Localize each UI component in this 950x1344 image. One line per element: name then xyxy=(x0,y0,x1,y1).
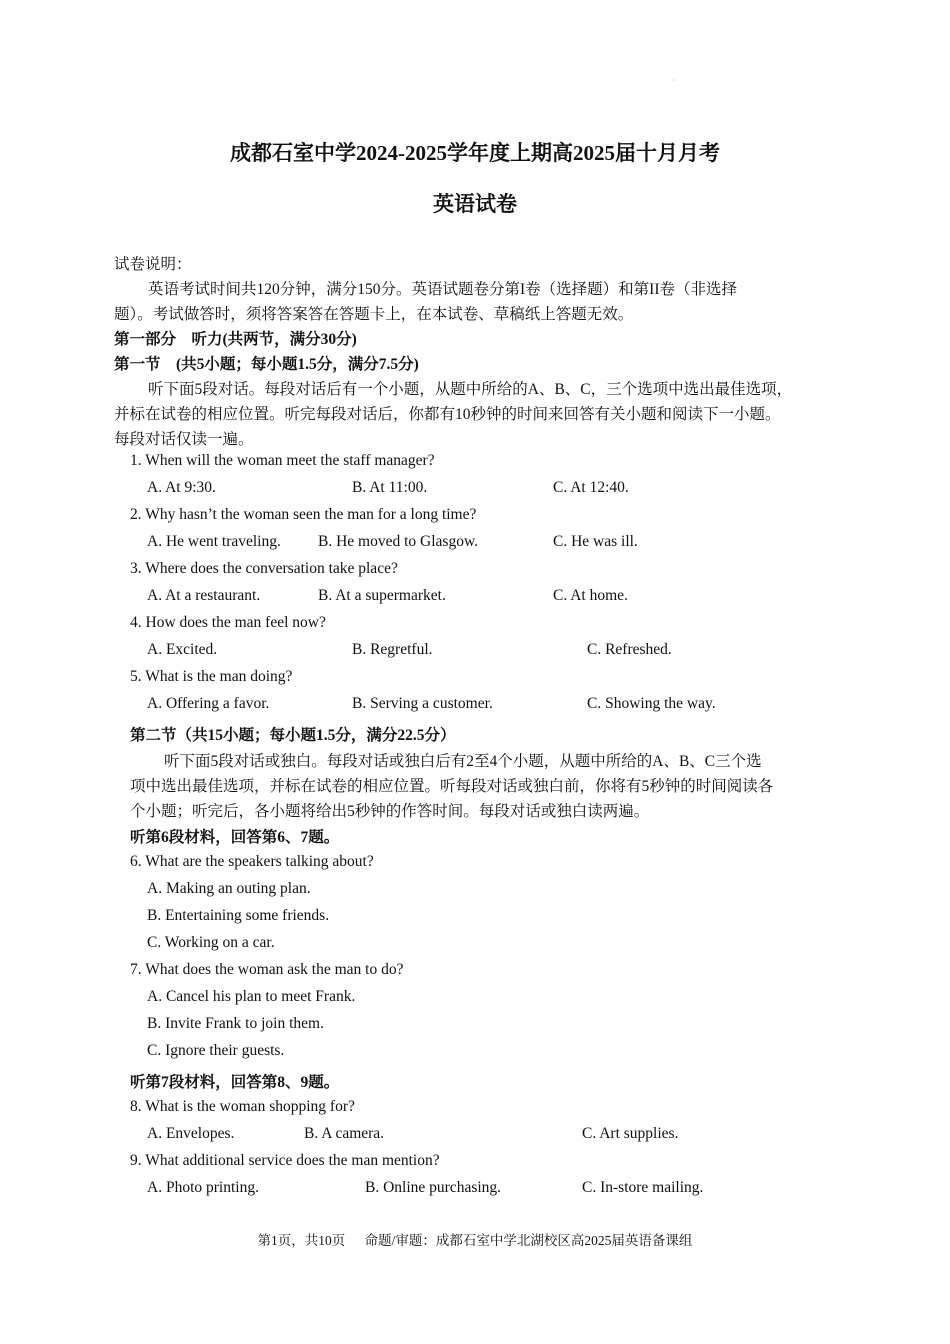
q8-option-a: A. Envelopes. xyxy=(147,1125,235,1142)
q9-option-c: C. In-store mailing. xyxy=(582,1179,704,1196)
section2-instruction-line: 项中选出最佳选项，并标在试卷的相应位置。听每段对话或独白前，你将有5秒钟的时间阅读各 xyxy=(130,778,774,795)
q5-option-a: A. Offering a favor. xyxy=(147,695,270,712)
q2-option-c: C. He was ill. xyxy=(553,533,638,550)
material-6-heading: 听第6段材料，回答第6、7题。 xyxy=(130,829,340,846)
q6-option-b: B. Entertaining some friends. xyxy=(147,907,330,924)
section1-instruction-line: 每段对话仅读一遍。 xyxy=(114,431,254,448)
question-3: 3. Where does the conversation take place? xyxy=(130,560,398,577)
question-9: 9. What additional service does the man mention? xyxy=(130,1152,440,1169)
q5-option-b: B. Serving a customer. xyxy=(352,695,493,712)
section2-instruction-line: 听下面5段对话或独白。每段对话或独白后有2至4个小题，从题中所给的A、B、C三个选 xyxy=(164,753,762,770)
q7-option-a: A. Cancel his plan to meet Frank. xyxy=(147,988,356,1005)
exam-subtitle: 英语试卷 xyxy=(433,192,517,216)
q9-option-a: A. Photo printing. xyxy=(147,1179,259,1196)
part1-heading: 第一部分 听力(共两节，满分30分) xyxy=(114,331,357,348)
material-7-heading: 听第7段材料，回答第8、9题。 xyxy=(130,1074,340,1091)
page-footer xyxy=(0,1229,950,1249)
exam-title: 成都石室中学2024-2025学年度上期高2025届十月月考 xyxy=(230,141,720,165)
q2-option-a: A. He went traveling. xyxy=(147,533,281,550)
q1-option-c: C. At 12:40. xyxy=(553,479,629,496)
q3-option-b: B. At a supermarket. xyxy=(318,587,446,604)
q6-option-c: C. Working on a car. xyxy=(147,934,275,951)
author-credit: 命题/审题：成都石室中学北湖校区高2025届英语备课组 xyxy=(364,1233,693,1248)
q8-option-c: C. Art supplies. xyxy=(582,1125,679,1142)
section1-heading: 第一节 (共5小题；每小题1.5分，满分7.5分) xyxy=(114,356,419,373)
question-8: 8. What is the woman shopping for? xyxy=(130,1098,355,1115)
section2-instruction-line: 个小题；听完后，各小题将给出5秒钟的作答时间。每段对话或独白读两遍。 xyxy=(130,803,650,820)
question-2: 2. Why hasn’t the woman seen the man for a long time? xyxy=(130,506,477,523)
question-1: 1. When will the woman meet the staff manager? xyxy=(130,452,435,469)
q1-option-b: B. At 11:00. xyxy=(352,479,428,496)
q2-option-b: B. He moved to Glasgow. xyxy=(318,533,479,550)
page-mark: · xyxy=(672,76,675,85)
q4-option-b: B. Regretful. xyxy=(352,641,433,658)
q1-option-a: A. At 9:30. xyxy=(147,479,216,496)
intro-line-2: 题）。考试做答时，须将答案答在答题卡上，在本试卷、草稿纸上答题无效。 xyxy=(114,306,634,323)
intro-label: 试卷说明： xyxy=(114,256,192,273)
section2-heading: 第二节（共15小题；每小题1.5分，满分22.5分） xyxy=(130,727,456,744)
q5-option-c: C. Showing the way. xyxy=(587,695,716,712)
question-5: 5. What is the man doing? xyxy=(130,668,293,685)
question-7: 7. What does the woman ask the man to do? xyxy=(130,961,404,978)
intro-line-1: 英语考试时间共120分钟，满分150分。英语试题卷分第I卷（选择题）和第II卷（非选择 xyxy=(148,281,737,298)
page-number: 第1页，共10页 xyxy=(257,1233,346,1248)
q7-option-c: C. Ignore their guests. xyxy=(147,1042,285,1059)
section1-instruction-line: 并标在试卷的相应位置。听完每段对话后，你都有10秒钟的时间来回答有关小题和阅读下一小题。 xyxy=(114,406,781,423)
q7-option-b: B. Invite Frank to join them. xyxy=(147,1015,324,1032)
question-4: 4. How does the man feel now? xyxy=(130,614,326,631)
q3-option-c: C. At home. xyxy=(553,587,628,604)
q3-option-a: A. At a restaurant. xyxy=(147,587,261,604)
question-6: 6. What are the speakers talking about? xyxy=(130,853,374,870)
q4-option-a: A. Excited. xyxy=(147,641,218,658)
q8-option-b: B. A camera. xyxy=(304,1125,385,1142)
q4-option-c: C. Refreshed. xyxy=(587,641,672,658)
q9-option-b: B. Online purchasing. xyxy=(365,1179,502,1196)
q6-option-a: A. Making an outing plan. xyxy=(147,880,311,897)
section1-instruction-line: 听下面5段对话。每段对话后有一个小题，从题中所给的A、B、C，三个选项中选出最佳选项， xyxy=(148,381,793,398)
